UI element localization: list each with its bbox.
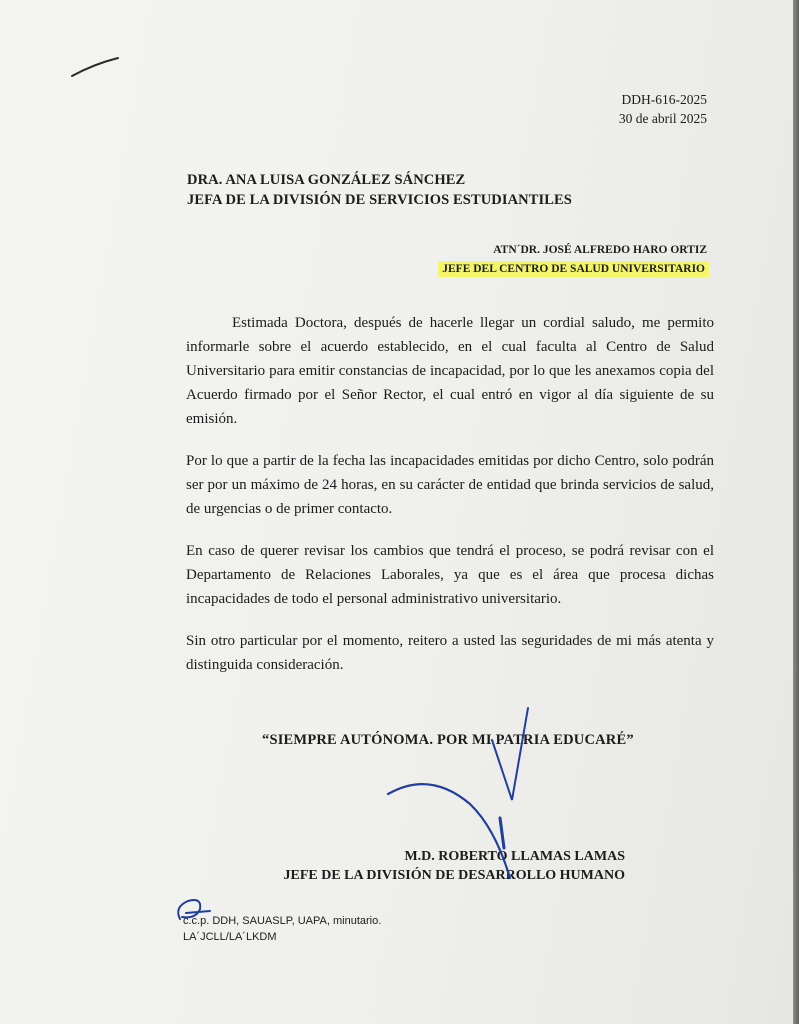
body-paragraph-4: Sin otro particular por el momento, reitero a usted las seguridades de mi más atenta y distinguida consideración. <box>186 633 714 673</box>
copies-block <box>183 913 381 945</box>
reference-block <box>619 90 707 128</box>
copies-initials: LA´JCLL/LA´LKDM <box>183 931 277 943</box>
addressee-name: DRA. ANA LUISA GONZÁLEZ SÁNCHEZ <box>187 172 466 188</box>
reference-number: DDH-616-2025 <box>621 92 707 107</box>
motto: “SIEMPRE AUTÓNOMA. POR MI PATRIA EDUCARÉ” <box>262 732 634 748</box>
attention-title-highlighted: JEFE DEL CENTRO DE SALUD UNIVERSITARIO <box>442 263 705 275</box>
copies-recipients: c.c.p. DDH, SAUASLP, UAPA, minutario. <box>183 915 382 927</box>
pen-stroke-mark <box>66 52 126 82</box>
attention-name: ATN´DR. JOSÉ ALFREDO HARO ORTIZ <box>493 244 707 256</box>
letter-body <box>186 311 714 695</box>
body-paragraph-2: Por lo que a partir de la fecha las incapacidades emitidas por dicho Centro, solo podrán ser por un máximo de 24 horas, en su carácter de entidad que brinda servicios de salud, de urgencias o de primer contacto. <box>186 453 714 517</box>
body-paragraph-3: En caso de querer revisar los cambios que tendrá el proceso, se podrá revisar con el Departamento de Relaciones Laborales, ya que es el área que procesa dichas incapacidades de todo el personal administrativo universitario. <box>186 543 714 607</box>
signer-name: M.D. ROBERTO LLAMAS LAMAS <box>404 849 625 864</box>
reference-date: 30 de abril 2025 <box>618 111 707 126</box>
addressee-block <box>187 170 572 210</box>
page-edge-shadow <box>793 0 799 1024</box>
body-paragraph-1: Estimada Doctora, después de hacerle llegar un cordial saludo, me permito informarle sobre el acuerdo establecido, en el cual faculta al Centro de Salud Universitario para emitir constancias de incapacidad, por lo que les anexamos copia del Acuerdo firmado por el Señor Rector, el cual entró en vigor al día siguiente de su emisión. <box>186 315 714 427</box>
attention-block <box>440 241 707 279</box>
handwritten-signature <box>360 700 560 890</box>
signer-title: JEFE DE LA DIVISIÓN DE DESARROLLO HUMANO <box>283 868 625 883</box>
addressee-title: JEFA DE LA DIVISIÓN DE SERVICIOS ESTUDIANTILES <box>187 192 572 208</box>
